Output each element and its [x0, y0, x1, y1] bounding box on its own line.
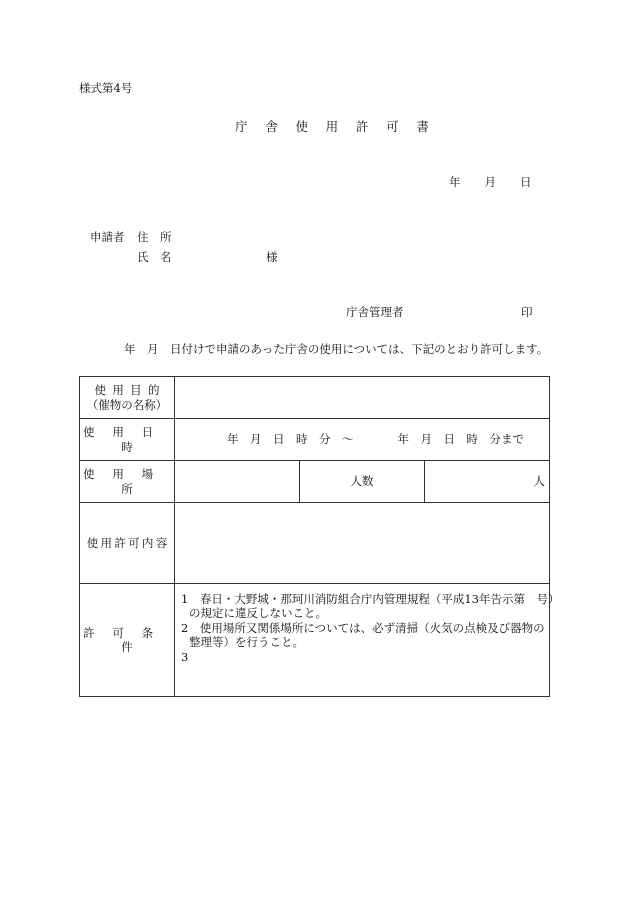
content-row — [80, 503, 550, 584]
purpose-label-line1: 使用目的 — [94, 383, 166, 398]
conditions-label — [80, 584, 175, 697]
purpose-row — [80, 377, 550, 419]
date-month-label: 月 — [484, 175, 496, 189]
place-label — [80, 461, 175, 503]
form-number: 様式第4号 — [79, 81, 133, 95]
condition-item-1: 1 春日・大野城・那珂川消防組合庁内管理規程（平成13年告示第 号） — [181, 592, 560, 606]
content-value[interactable] — [175, 503, 550, 584]
conditions-list — [175, 584, 560, 697]
count-value[interactable] — [425, 461, 550, 503]
intro-statement: 年 月 日付けで申請のあった庁舎の使用については、下記のとおり許可します。 — [124, 342, 549, 356]
datetime-row — [80, 419, 550, 461]
content-label-text: 使用許可内容 — [86, 535, 170, 550]
purpose-label-line2: （催物の名称） — [86, 397, 168, 412]
date-year-label: 年 — [449, 175, 461, 189]
condition-item-3: 3 — [181, 649, 189, 664]
issue-date — [449, 177, 532, 189]
datetime-label-text: 使用日時 — [83, 425, 171, 454]
name-label: 氏 名 — [137, 250, 172, 264]
datetime-value[interactable] — [175, 419, 550, 461]
datetime-end: 年 月 日 時 分まで — [397, 432, 524, 447]
count-label: 人数 — [300, 461, 425, 503]
place-label-text: 使用場所 — [83, 467, 171, 496]
purpose-label — [80, 377, 175, 419]
conditions-row — [80, 584, 550, 697]
condition-item-2: 2 使用場所又関係場所については、必ず清掃（火気の点検及び器物の — [181, 620, 545, 635]
purpose-value[interactable] — [175, 377, 550, 419]
address-label: 住 所 — [137, 230, 172, 244]
honorific: 様 — [266, 250, 278, 264]
permit-table — [79, 376, 560, 697]
date-day-label: 日 — [520, 175, 532, 189]
place-row — [80, 461, 550, 503]
datetime-start: 年 月 日 時 分 ～ — [227, 432, 354, 447]
administrator-label: 庁舎管理者 — [346, 305, 404, 319]
datetime-label — [80, 419, 175, 461]
conditions-label-text: 許可条件 — [83, 625, 171, 654]
seal-mark: 印 — [521, 305, 533, 319]
condition-item-2-cont: 整理等）を行うこと。 — [189, 635, 304, 650]
count-unit: 人 — [533, 474, 545, 489]
applicant-label: 申請者 — [90, 230, 125, 244]
document-title-text: 庁 舎 使 用 許 可 書 — [235, 119, 436, 134]
document-title — [235, 119, 436, 134]
content-label — [80, 503, 175, 584]
condition-item-1-cont: の規定に違反しないこと。 — [189, 606, 327, 621]
place-value[interactable] — [175, 461, 300, 503]
